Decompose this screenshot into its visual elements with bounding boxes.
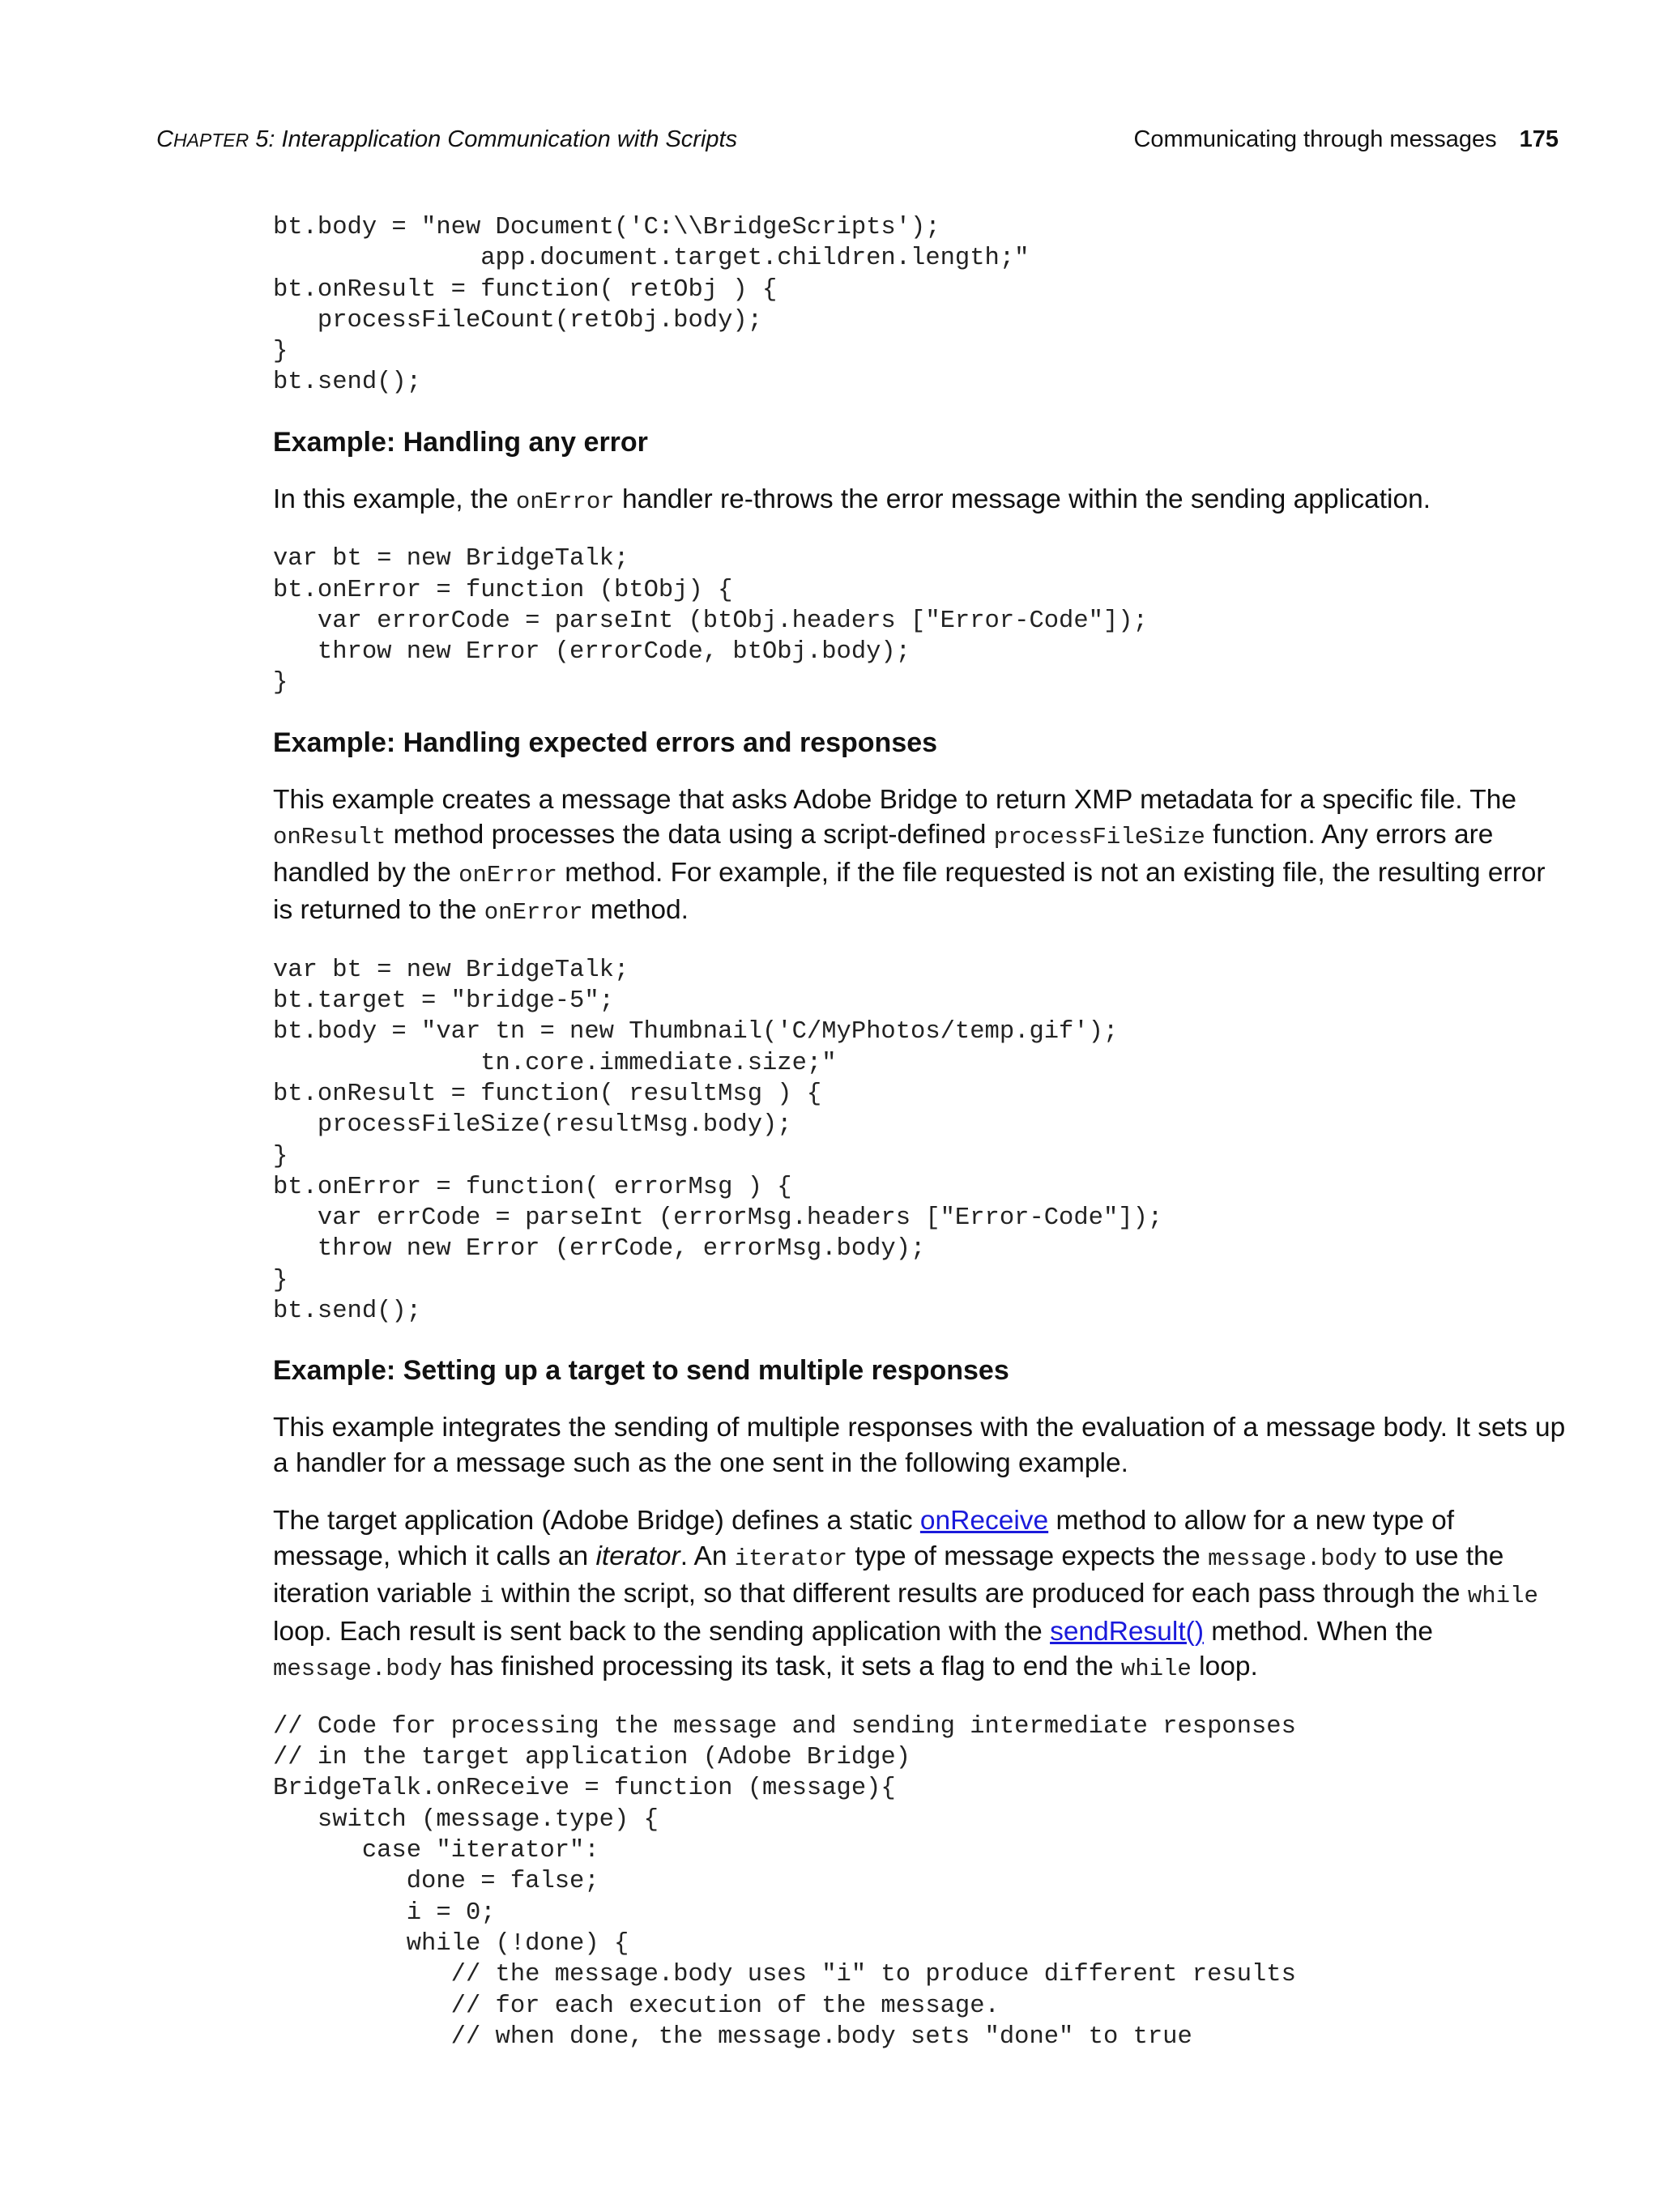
paragraph-multiple-intro: This example integrates the sending of multiple responses with the evaluation of a message body. It sets up a handler for a message such as the one sent in the following example. [273, 1413, 1566, 1478]
chapter-title [156, 126, 737, 153]
code-block-multiple-responses: // Code for processing the message and sending intermediate responses // in the target application (Adobe Bridge) BridgeTalk.onReceive = function (message){ switch (message.type) { case "iterator": done = false; i = 0; while (!done) { // the message.body uses "i" to produce different results // for each execution of the message. // when done, the message.body sets "done" to true [273, 1712, 1296, 2051]
link-sendresult[interactable]: sendResult() [1050, 1616, 1204, 1647]
page-number: 175 [1519, 126, 1559, 152]
running-head [1133, 126, 1559, 153]
code-block-expected-errors: var bt = new BridgeTalk; bt.target = "bridge-5"; bt.body = "var tn = new Thumbnail('C/MyPhotos/temp.gif'); tn.core.immediate.size;" bt.onResult = function( resultMsg ) { processFileSize(resultMsg.body); } bt.onError = function( errorMsg ) { var errCode = parseInt (errorMsg.headers ["Error-Code"]); throw new Error (errCode, errorMsg.body); } bt.send(); [273, 956, 1163, 1326]
heading-expected-errors: Example: Handling expected errors and responses [273, 727, 938, 758]
code-block-continued: bt.body = "new Document('C:\\BridgeScripts'); app.document.target.children.length;" bt.onResult = function( retObj ) { processFileCount(retObj.body); } bt.send(); [273, 214, 1030, 397]
heading-multiple-responses: Example: Setting up a target to send multiple responses [273, 1355, 1009, 1387]
page-content [273, 212, 1569, 2052]
section-title: Communicating through messages [1133, 126, 1497, 152]
heading-handling-any-error: Example: Handling any error [273, 426, 648, 458]
chapter-title-cap: C [156, 126, 173, 152]
page-header [156, 126, 1559, 162]
link-onreceive[interactable]: onReceive [919, 1506, 1049, 1536]
paragraph-multiple-details: The target application (Adobe Bridge) defines a static onReceive method to allow for a new type of message, which it calls an iterator. An iterator type of message expects the message.body to use the iteration variable i within the script, so that different results are produced for each pass through the while loop. Each result is sent back to the sending application with the sendResult() method. When the message.body has finished processing its task, it sets a flag to end the while loop. [273, 1506, 1538, 1683]
paragraph-handling-any-error: In this example, the onError handler re-throws the error message within the sending application. [273, 484, 1431, 515]
paragraph-expected-errors: This example creates a message that asks Adobe Bridge to return XMP metadata for a specific file. The onResult method processes the data using a script-defined processFileSize function. Any errors are handled by the onError method. For example, if the file requested is not an existing file, the resulting error is returned to the onError method. [273, 784, 1546, 927]
chapter-title-rest: 5: Interapplication Communication with Scripts [249, 126, 738, 152]
code-block-any-error: var bt = new BridgeTalk; bt.onError = function (btObj) { var errorCode = parseInt (btObj.headers ["Error-Code"]); throw new Error (errorCode, btObj.body); } [273, 545, 1148, 697]
chapter-title-smallcaps: HAPTER [173, 130, 249, 151]
